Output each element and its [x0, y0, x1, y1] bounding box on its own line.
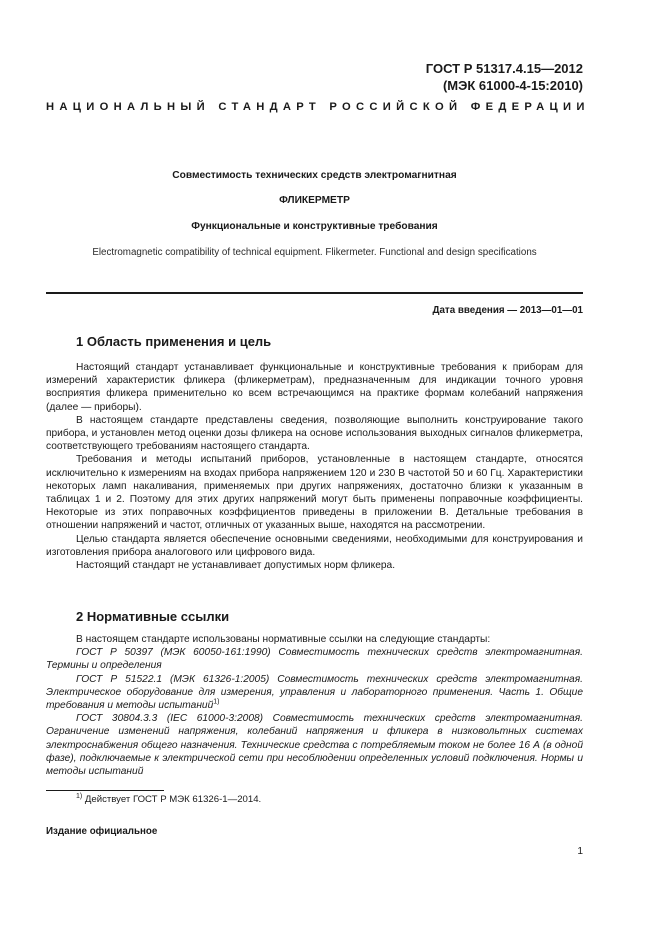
paragraph: В настоящем стандарте использованы нормативные ссылки на следующие стандарты:	[76, 634, 491, 645]
national-standard-title: НАЦИОНАЛЬНЫЙ СТАНДАРТ РОССИЙСКОЙ ФЕДЕРАЦИИ	[46, 101, 590, 113]
section1-body	[46, 361, 583, 572]
section1-heading: 1 Область применения и цель	[76, 334, 272, 349]
divider	[46, 292, 583, 294]
page-number: 1	[577, 846, 583, 857]
footnote-marker: 1)	[76, 792, 83, 800]
edition-label: Издание официальное	[46, 826, 158, 837]
reference-item	[46, 712, 583, 778]
reference-text: ГОСТ Р 50397 (МЭК 60050-161:1990) Совместимость технических средств электромагнитная. Термины и определения	[46, 647, 583, 672]
document-number-block	[426, 60, 583, 94]
section2-body	[46, 633, 583, 778]
paragraph: Настоящий стандарт устанавливает функциональные и конструктивные требования к приборам для измерений характеристик фликера (фликерметрам), предназначенным для индикации точного уровня восприятия фликера применительно ко всем встречающимся на практике формам колебаний напряжения (далее — приборы).	[46, 362, 583, 413]
standard-title-line2: ФЛИКЕРМЕТР	[279, 195, 350, 206]
reference-item	[46, 673, 583, 713]
doc-number: ГОСТ Р 51317.4.15—2012	[425, 61, 583, 76]
footnote-text: Действует ГОСТ Р МЭК 61326-1—2014.	[84, 794, 262, 805]
reference-text: ГОСТ Р 51522.1 (МЭК 61326-1:2005) Совместимость технических средств электромагнитная. Электрическое оборудование для измерения, управления и лабораторного применения. Часть 1. Общие требования и методы испытаний	[46, 673, 583, 712]
intro-date: Дата введения — 2013—01—01	[432, 305, 583, 316]
paragraph: Целью стандарта является обеспечение основными сведениями, необходимыми для конструирования и изготовления прибора аналогового или цифрового вида.	[46, 533, 583, 558]
paragraph: В настоящем стандарте представлены сведения, позволяющие выполнить конструирование такого прибора, и установлен метод оценки дозы фликера на основе использования выходных сигналов фликерметра, соответствующего требованиям настоящего стандарта.	[46, 414, 583, 453]
reference-item	[46, 646, 583, 672]
english-title: Electromagnetic compatibility of technical equipment. Flikermeter. Functional and design specifications	[92, 247, 537, 258]
footnote-divider	[46, 790, 164, 791]
standard-title-line3: Функциональные и конструктивные требования	[191, 221, 438, 232]
section2-heading: 2 Нормативные ссылки	[76, 609, 230, 624]
footnote	[76, 794, 261, 805]
paragraph: Настоящий стандарт не устанавливает допустимых норм фликера.	[76, 560, 396, 572]
footnote-ref[interactable]: 1)	[213, 698, 220, 706]
iec-number: (МЭК 61000-4-15:2010)	[442, 78, 583, 93]
paragraph: Требования и методы испытаний приборов, установленные в настоящем стандарте, относятся исключительно к измерениям на входах прибора напряжением 120 и 230 В частотой 50 и 60 Гц. Характеристики некоторых ламп накаливания, применяемых при других напряжениях, достаточно близки к указанным в таблицах 1 и 2. Поэтому для этих других напряжений могут быть применены поправочные коэффициенты. Некоторые из этих поправочных коэффициентов приведены в приложении В. Детальные требования в отношении напряжений и частот, отличных от указанных выше, находятся на рассмотрении.	[46, 454, 583, 532]
standard-title-line1: Совместимость технических средств электромагнитная	[172, 170, 457, 181]
reference-text: ГОСТ 30804.3.3 (IEC 61000-3:2008) Совместимость технических средств электромагнитная. Ограничение изменений напряжения, колебаний напряжения и фликера в низковольтных системах электроснабжения общего назначения. Технические средства с потребляемым током не более 16 А (в одной фазе), подключаемые к электрической сети при несоблюдении определенных условий подключения. Нормы и методы испытаний	[46, 713, 583, 778]
